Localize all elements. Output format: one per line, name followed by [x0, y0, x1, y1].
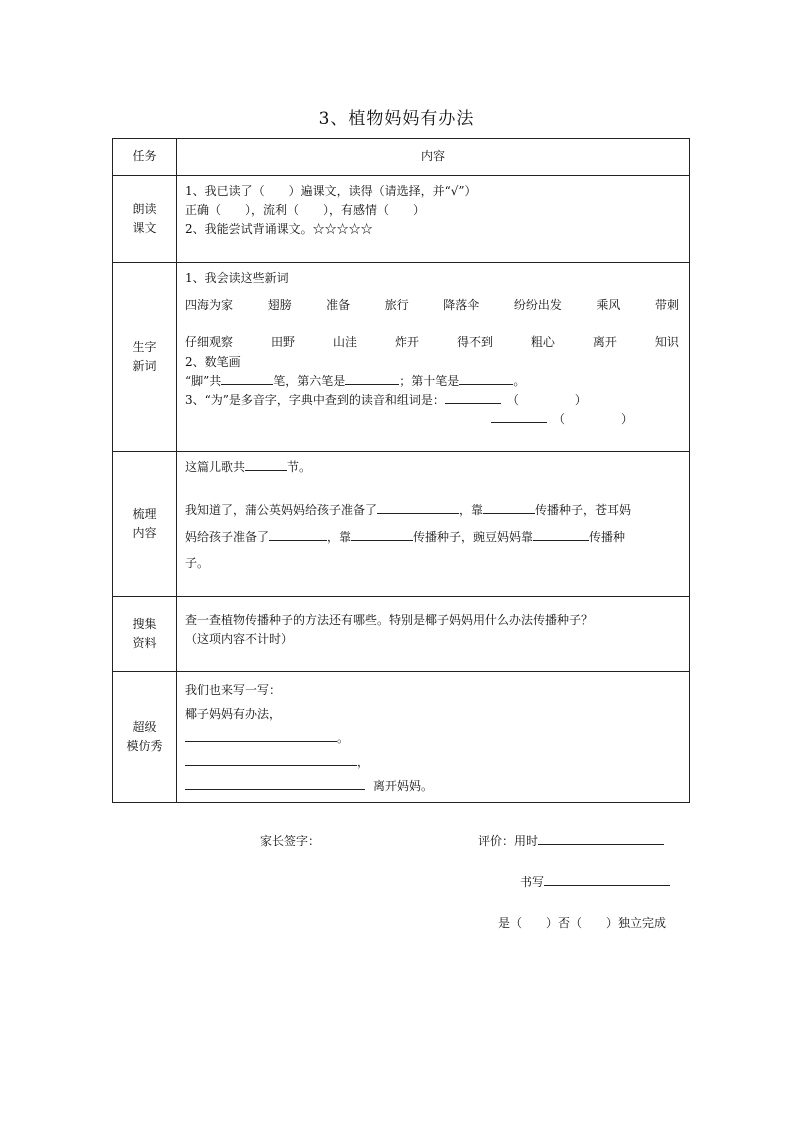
- stroke-count-blank[interactable]: [221, 372, 273, 385]
- research-line1: 查一查植物传播种子的方法还有哪些。特别是椰子妈妈用什么办法传播种子？: [185, 613, 594, 627]
- imitate-blank-line2: [185, 750, 681, 774]
- imitate-end-1: 。: [337, 731, 350, 745]
- summary-text-g: 传播种: [589, 529, 626, 544]
- imitate-end-2: ，: [357, 755, 370, 769]
- stroke-text-d: 。: [513, 373, 526, 388]
- vocab-word: 山洼: [332, 335, 357, 350]
- vocab-word: 田野: [270, 335, 295, 350]
- independent-completion: 是（ ）否（ ）独立完成: [498, 916, 667, 930]
- vocab-word: 炸开: [394, 335, 419, 350]
- vocab-word: 带刺: [654, 298, 679, 313]
- task-imitate-line1: 超级: [132, 719, 157, 734]
- imitate-blank-line3: [185, 774, 681, 798]
- task-vocab-line1: 生字: [132, 339, 157, 354]
- vocab-word: 乘风: [596, 298, 621, 313]
- task-vocab-line2: 新词: [132, 359, 157, 373]
- task-imitate: [113, 672, 177, 803]
- vocab-word: 翅膀: [267, 298, 292, 313]
- table-header-row: [113, 139, 690, 176]
- polyphone-line-2: [185, 410, 681, 429]
- vocab-word: 纷纷出发: [513, 298, 562, 313]
- summary-text-b: ，靠: [459, 503, 484, 518]
- row-research: [113, 597, 690, 672]
- row-content: [113, 452, 690, 597]
- sixth-stroke-blank[interactable]: [345, 372, 399, 385]
- vocab-word: 得不到: [456, 335, 493, 350]
- header-task: 任务: [113, 139, 177, 176]
- content-research: [177, 597, 690, 672]
- stanza-count-blank[interactable]: [245, 458, 287, 471]
- vocab-heading: 1、我会读这些新词: [185, 271, 289, 285]
- reading-line2: 正确（ ），流利（ ），有感情（ ）: [185, 203, 426, 218]
- pea-method-blank[interactable]: [533, 528, 589, 541]
- vocab-word: 粗心: [530, 335, 555, 350]
- parent-signature-label: 家长签字：: [260, 834, 321, 848]
- imitate-line2: 椰子妈妈有办法，: [185, 707, 282, 721]
- vocab-word: 仔细观察: [185, 335, 234, 350]
- summary-text-f: 传播种子，豌豆妈妈靠: [413, 529, 534, 544]
- writing-blank[interactable]: [544, 873, 670, 886]
- paren-close-2: ）: [621, 412, 634, 427]
- page-title: 3、植物妈妈有办法: [318, 109, 475, 129]
- pronunciation-blank-2[interactable]: [491, 410, 547, 423]
- writing-line: [520, 873, 670, 890]
- reading-line3: 2、我能尝试背诵课文。☆☆☆☆☆: [185, 222, 373, 237]
- vocab-row-2: [185, 333, 681, 352]
- writing-label: 书写: [520, 875, 545, 889]
- research-line2: （这项内容不计时）: [185, 632, 294, 647]
- task-imitate-line2: 模仿秀: [126, 739, 163, 753]
- vocab-word: 准备: [326, 298, 351, 313]
- content-vocab: [177, 263, 690, 452]
- vocab-word: 知识: [654, 335, 679, 350]
- task-research: [113, 597, 177, 672]
- imitate-blank-2[interactable]: [185, 753, 357, 766]
- task-research-line2: 资料: [132, 636, 157, 650]
- reading-line1: 1、我已读了（ ）遍课文，读得（请选择，并“√”）: [185, 184, 477, 198]
- cocklebur-method-blank[interactable]: [351, 528, 413, 541]
- vocab-word: 离开: [592, 335, 617, 350]
- imitate-blank-line1: [185, 726, 681, 750]
- task-research-line1: 搜集: [132, 616, 157, 631]
- vocab-word: 旅行: [384, 298, 409, 313]
- content-reading: [177, 176, 690, 263]
- stanza-text-a: 这篇儿歌共: [185, 460, 246, 474]
- polyphone-text: 3、“为”是多音字，字典中查到的读音和组词是：: [185, 392, 445, 407]
- pronunciation-blank-1[interactable]: [445, 391, 501, 404]
- imitate-line1: 我们也来写一写：: [185, 683, 282, 697]
- task-content-line2: 内容: [132, 526, 157, 540]
- summary-paragraph: [185, 497, 681, 576]
- row-reading: [113, 176, 690, 263]
- summary-text-c: 传播种子，苍耳妈: [535, 503, 632, 518]
- paren-open-2: （: [553, 412, 566, 427]
- summary-text-a: 我知道了，蒲公英妈妈给孩子准备了: [185, 503, 378, 518]
- evaluation-line: [478, 832, 664, 849]
- summary-text-d: 妈给孩子准备了: [185, 529, 270, 544]
- task-content-line1: 梳理: [132, 506, 157, 521]
- stanza-text-b: 节。: [287, 460, 312, 474]
- polyphone-line: [185, 391, 681, 410]
- task-reading-line2: 课文: [132, 221, 157, 235]
- task-reading: [113, 176, 177, 263]
- row-imitate: [113, 672, 690, 803]
- stroke-line: [185, 372, 681, 391]
- paren-open-1: （: [506, 392, 519, 407]
- content-imitate: [177, 672, 690, 803]
- dandelion-method-blank[interactable]: [483, 501, 535, 514]
- task-reading-line1: 朗读: [132, 201, 157, 216]
- vocab-row-1: [185, 296, 681, 315]
- evaluation-time-label: 评价：用时: [478, 834, 539, 848]
- tenth-stroke-blank[interactable]: [459, 372, 513, 385]
- paren-close-1: ）: [574, 392, 587, 407]
- summary-text-e: ，靠: [327, 529, 352, 544]
- imitate-end-3: 离开妈妈。: [373, 779, 434, 793]
- task-content: [113, 452, 177, 597]
- vocab-word: 降落伞: [443, 298, 480, 313]
- stroke-text-a: “脚”共: [185, 373, 222, 388]
- stroke-heading: 2、数笔画: [185, 354, 241, 369]
- stroke-text-b: 笔，第六笔是: [273, 373, 346, 388]
- header-content: 内容: [177, 139, 690, 176]
- row-vocab: [113, 263, 690, 452]
- stanza-line: [185, 458, 681, 477]
- time-blank[interactable]: [538, 832, 664, 845]
- task-vocab: [113, 263, 177, 452]
- summary-text-h: 子。: [185, 555, 210, 570]
- worksheet-table: [112, 138, 690, 803]
- imitate-blank-1[interactable]: [185, 729, 337, 742]
- dandelion-prep-blank[interactable]: [377, 501, 459, 514]
- content-summary: [177, 452, 690, 597]
- vocab-word: 四海为家: [185, 298, 234, 313]
- stroke-text-c: ；第十笔是: [399, 373, 460, 388]
- imitate-blank-3[interactable]: [185, 777, 365, 790]
- cocklebur-prep-blank[interactable]: [269, 528, 327, 541]
